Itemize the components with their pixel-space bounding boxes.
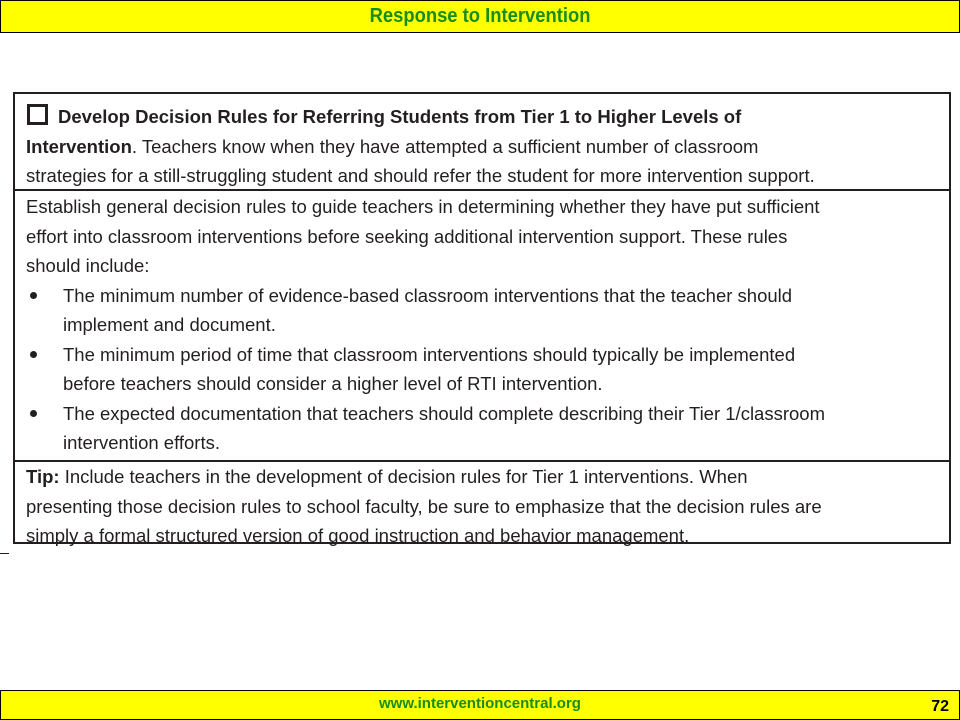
heading-line-2: . Teachers know when they have attempted a sufficient number of classroom (131, 135, 759, 157)
card-tip-section (15, 460, 949, 544)
page-number: 72 (931, 698, 949, 715)
heading-line-3: strategies for a still-struggling student and should refer the student for more intervention support. (26, 165, 815, 186)
intro-line-2: effort into classroom interventions before seeking additional intervention support. These rules (26, 225, 788, 247)
list-item: The minimum number of evidence-based classroom interventions that the teacher should implement and document. (26, 281, 949, 340)
checklist-card (13, 92, 951, 544)
heading-line-1: Develop Decision Rules for Referring Students from Tier 1 to Higher Levels of (58, 106, 742, 127)
heading-bold-term: Intervention (26, 135, 132, 157)
header-bar (0, 0, 960, 33)
footer-url-link[interactable]: www.interventioncentral.org (379, 695, 581, 712)
list-item: The minimum period of time that classroom interventions should typically be implemented before teachers should consider a higher level of RTI intervention. (26, 340, 949, 399)
tip-label: Tip: (26, 466, 60, 487)
checkbox-icon[interactable] (27, 104, 48, 125)
tip-line-3: simply a formal structured version of good instruction and behavior management. (26, 525, 690, 546)
bullet-icon (30, 292, 37, 299)
rules-list (26, 281, 949, 458)
intro-line-1: Establish general decision rules to guide teachers in determining whether they have put sufficient (26, 196, 820, 217)
list-item: The expected documentation that teachers should complete describing their Tier 1/classroom intervention efforts. (26, 399, 949, 458)
bullet-icon (30, 410, 37, 417)
bullet-icon (30, 351, 37, 358)
page-title: Response to Intervention (369, 5, 591, 27)
intro-line-3: should include: (26, 255, 150, 276)
card-heading-section (15, 94, 949, 189)
footer-bar (0, 690, 960, 720)
tip-line-1: Include teachers in the development of decision rules for Tier 1 interventions. When (59, 466, 748, 487)
tip-line-2: presenting those decision rules to school faculty, be sure to emphasize that the decision rules are (26, 495, 822, 517)
divider (0, 553, 9, 554)
